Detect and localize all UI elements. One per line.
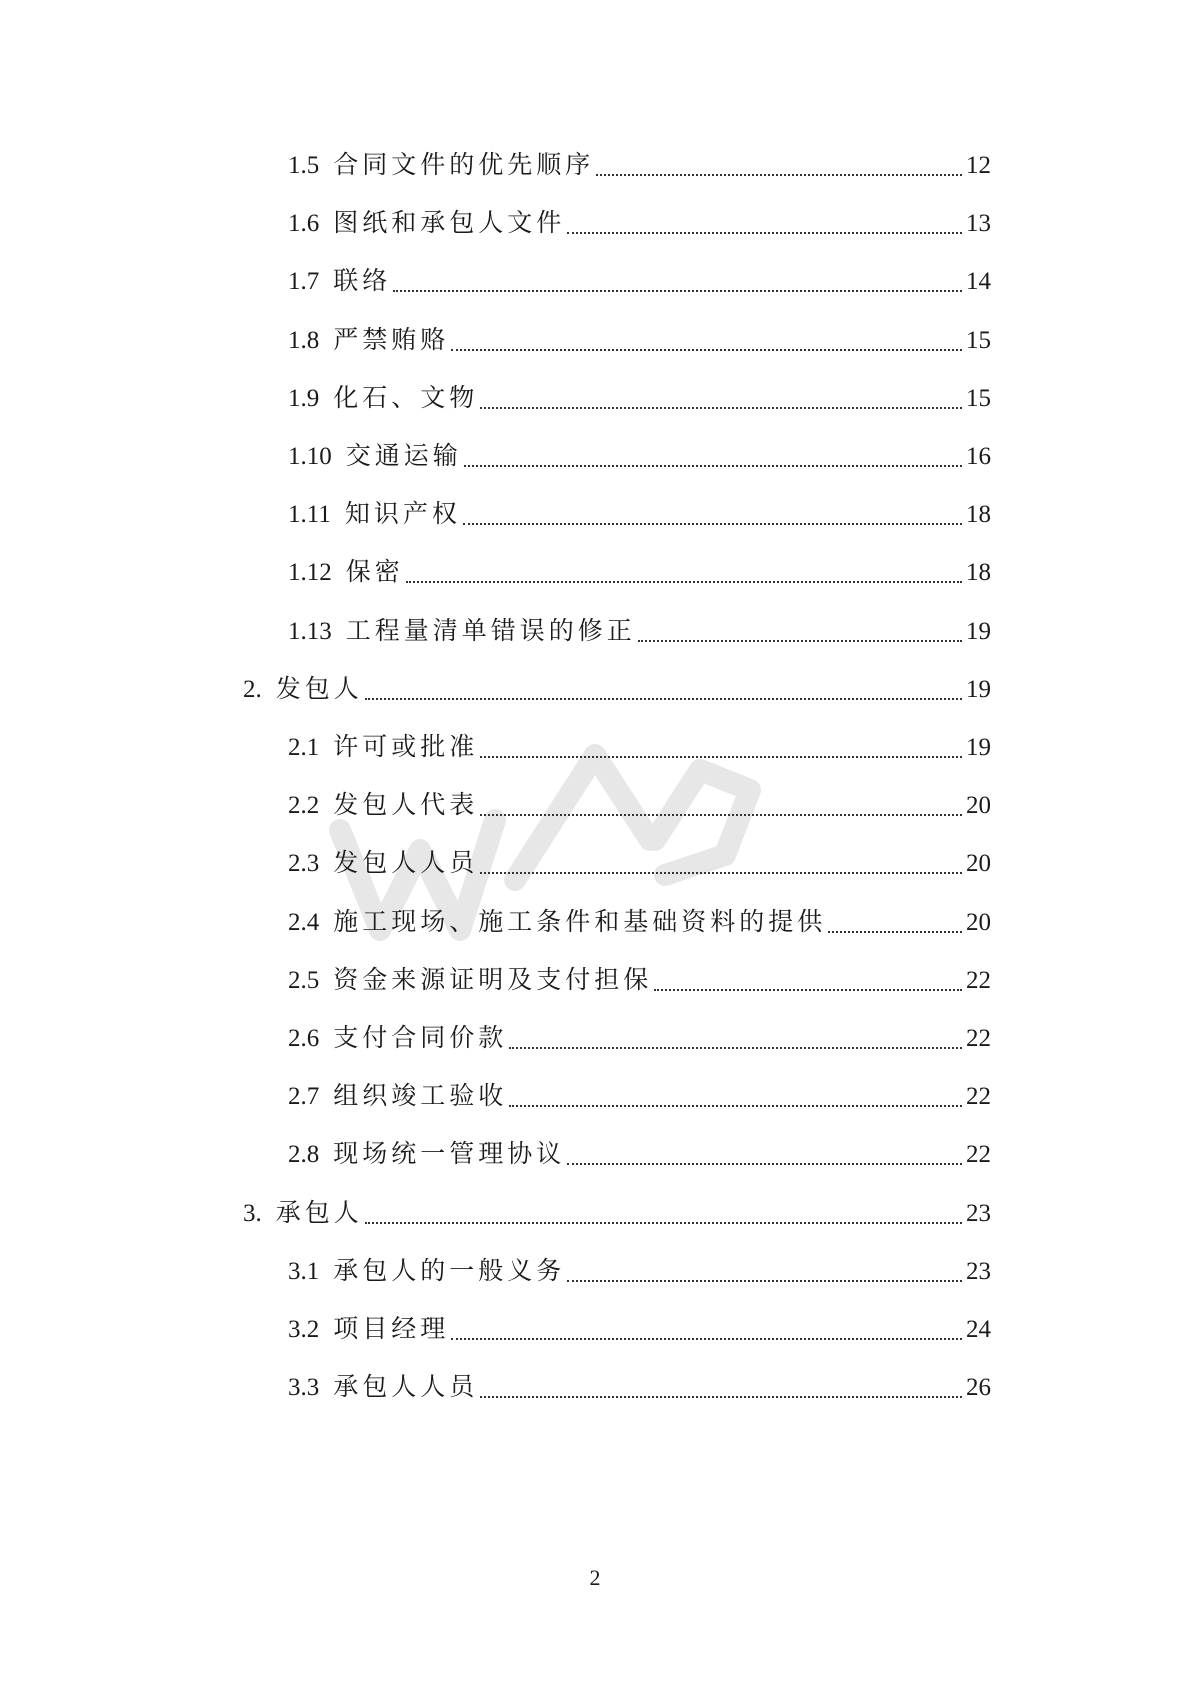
page-number: 2 bbox=[589, 1565, 601, 1590]
toc-dot-leader bbox=[509, 1105, 962, 1107]
toc-entry-page: 19 bbox=[966, 676, 991, 703]
toc-entry-title: 承包人人员 bbox=[333, 1372, 479, 1401]
toc-entry-title: 化石、文物 bbox=[333, 383, 479, 412]
toc-entry-number: 1.6 bbox=[288, 210, 320, 237]
toc-entry-page: 22 bbox=[966, 1025, 991, 1052]
toc-entry-number: 2.5 bbox=[288, 967, 320, 994]
toc-entry-number: 3.3 bbox=[288, 1374, 320, 1401]
toc-entry[interactable] bbox=[288, 378, 991, 418]
toc-entry-title: 组织竣工验收 bbox=[333, 1081, 508, 1110]
toc-dot-leader bbox=[567, 1163, 962, 1165]
toc-entry[interactable] bbox=[288, 1251, 991, 1291]
toc-entry-title: 工程量清单错误的修正 bbox=[345, 616, 636, 645]
toc-dot-leader bbox=[638, 640, 962, 642]
toc-entry-page: 14 bbox=[966, 268, 991, 295]
toc-entry[interactable] bbox=[288, 552, 991, 592]
toc-entry[interactable] bbox=[243, 669, 991, 709]
toc-dot-leader bbox=[393, 290, 962, 292]
toc-entry[interactable] bbox=[288, 1018, 991, 1058]
toc-dot-leader bbox=[480, 756, 962, 758]
toc-entry-number: 2.6 bbox=[288, 1025, 320, 1052]
toc-entry[interactable] bbox=[288, 785, 991, 825]
toc-entry-page: 22 bbox=[966, 1141, 991, 1168]
toc-entry-page: 12 bbox=[966, 152, 991, 179]
toc-entry[interactable] bbox=[288, 1367, 991, 1407]
toc-dot-leader bbox=[654, 989, 962, 991]
toc-entry[interactable] bbox=[288, 1309, 991, 1349]
toc-dot-leader bbox=[463, 523, 962, 525]
toc-dot-leader bbox=[509, 1047, 962, 1049]
toc-entry[interactable] bbox=[288, 436, 991, 476]
toc-entry-page: 18 bbox=[966, 559, 991, 586]
toc-entry[interactable] bbox=[288, 145, 991, 185]
toc-entry-number: 3.1 bbox=[288, 1258, 320, 1285]
toc-entry-title: 承包人 bbox=[275, 1198, 363, 1227]
toc-entry-title: 现场统一管理协议 bbox=[333, 1139, 566, 1168]
toc-entry-page: 22 bbox=[966, 1083, 991, 1110]
toc-entry-page: 23 bbox=[966, 1258, 991, 1285]
toc-dot-leader bbox=[480, 872, 962, 874]
toc-entry-number: 2.1 bbox=[288, 734, 320, 761]
toc-entry-number: 1.12 bbox=[288, 559, 332, 586]
toc-entry[interactable] bbox=[288, 611, 991, 651]
toc-entry[interactable] bbox=[243, 1193, 991, 1233]
toc-entry-page: 15 bbox=[966, 385, 991, 412]
toc-entry-number: 2.3 bbox=[288, 850, 320, 877]
toc-entry[interactable] bbox=[288, 1134, 991, 1174]
toc-entry-number: 1.13 bbox=[288, 618, 332, 645]
toc-entry-title: 保密 bbox=[345, 557, 404, 586]
toc-entry-number: 2.2 bbox=[288, 792, 320, 819]
toc-entry-page: 19 bbox=[966, 734, 991, 761]
toc-dot-leader bbox=[365, 698, 962, 700]
toc-dot-leader bbox=[451, 349, 962, 351]
toc-entry-number: 2.8 bbox=[288, 1141, 320, 1168]
toc-entry-title: 严禁贿赂 bbox=[333, 325, 450, 354]
toc-entry-title: 图纸和承包人文件 bbox=[333, 208, 566, 237]
toc-entry-page: 20 bbox=[966, 850, 991, 877]
toc-entry-page: 15 bbox=[966, 327, 991, 354]
toc-dot-leader bbox=[365, 1222, 962, 1224]
toc-entry-page: 24 bbox=[966, 1316, 991, 1343]
toc-entry[interactable] bbox=[288, 1076, 991, 1116]
toc-dot-leader bbox=[480, 814, 962, 816]
toc-entry-page: 20 bbox=[966, 792, 991, 819]
toc-entry-page: 16 bbox=[966, 443, 991, 470]
toc-entry-number: 3. bbox=[243, 1200, 262, 1227]
toc-entry-title: 联络 bbox=[333, 266, 392, 295]
toc-entry-page: 20 bbox=[966, 909, 991, 936]
toc-entry[interactable] bbox=[288, 727, 991, 767]
toc-entry[interactable] bbox=[288, 320, 991, 360]
toc-entry-title: 支付合同价款 bbox=[333, 1023, 508, 1052]
toc-entry-page: 13 bbox=[966, 210, 991, 237]
toc-dot-leader bbox=[567, 1280, 962, 1282]
toc-entry-number: 1.8 bbox=[288, 327, 320, 354]
toc-entry-title: 交通运输 bbox=[345, 441, 462, 470]
toc-entry-number: 1.9 bbox=[288, 385, 320, 412]
toc-dot-leader bbox=[567, 232, 962, 234]
toc-dot-leader bbox=[596, 174, 962, 176]
toc-entry[interactable] bbox=[288, 960, 991, 1000]
toc-entry[interactable] bbox=[288, 843, 991, 883]
toc-entry-title: 发包人代表 bbox=[333, 790, 479, 819]
toc-dot-leader bbox=[480, 1396, 962, 1398]
toc-entry-title: 施工现场、施工条件和基础资料的提供 bbox=[333, 907, 827, 936]
toc-entry-title: 知识产权 bbox=[344, 499, 461, 528]
toc-entry-number: 1.11 bbox=[288, 501, 331, 528]
toc-entry[interactable] bbox=[288, 494, 991, 534]
toc-entry-page: 23 bbox=[966, 1200, 991, 1227]
toc-entry-title: 合同文件的优先顺序 bbox=[333, 150, 595, 179]
toc-entry-number: 2. bbox=[243, 676, 262, 703]
toc-dot-leader bbox=[451, 1338, 962, 1340]
toc-entry-number: 2.7 bbox=[288, 1083, 320, 1110]
toc-entry-page: 26 bbox=[966, 1374, 991, 1401]
toc-entry-title: 承包人的一般义务 bbox=[333, 1256, 566, 1285]
toc-entry-title: 发包人人员 bbox=[333, 848, 479, 877]
toc-entry[interactable] bbox=[288, 203, 991, 243]
toc-entry-page: 19 bbox=[966, 618, 991, 645]
toc-entry-title: 项目经理 bbox=[333, 1314, 450, 1343]
toc-entry-page: 22 bbox=[966, 967, 991, 994]
toc-entry-title: 许可或批准 bbox=[333, 732, 479, 761]
toc-entry-number: 1.7 bbox=[288, 268, 320, 295]
toc-entry-number: 1.10 bbox=[288, 443, 332, 470]
toc-dot-leader bbox=[406, 581, 962, 583]
toc-dot-leader bbox=[464, 465, 962, 467]
toc-entry-title: 发包人 bbox=[275, 674, 363, 703]
toc-entry-number: 2.4 bbox=[288, 909, 320, 936]
toc-entry-page: 18 bbox=[966, 501, 991, 528]
toc-dot-leader bbox=[828, 931, 962, 933]
toc-entry-title: 资金来源证明及支付担保 bbox=[333, 965, 653, 994]
toc-entry-number: 3.2 bbox=[288, 1316, 320, 1343]
toc-entry[interactable] bbox=[288, 902, 991, 942]
toc-entry-number: 1.5 bbox=[288, 152, 320, 179]
toc-entry[interactable] bbox=[288, 261, 991, 301]
toc-dot-leader bbox=[480, 407, 962, 409]
